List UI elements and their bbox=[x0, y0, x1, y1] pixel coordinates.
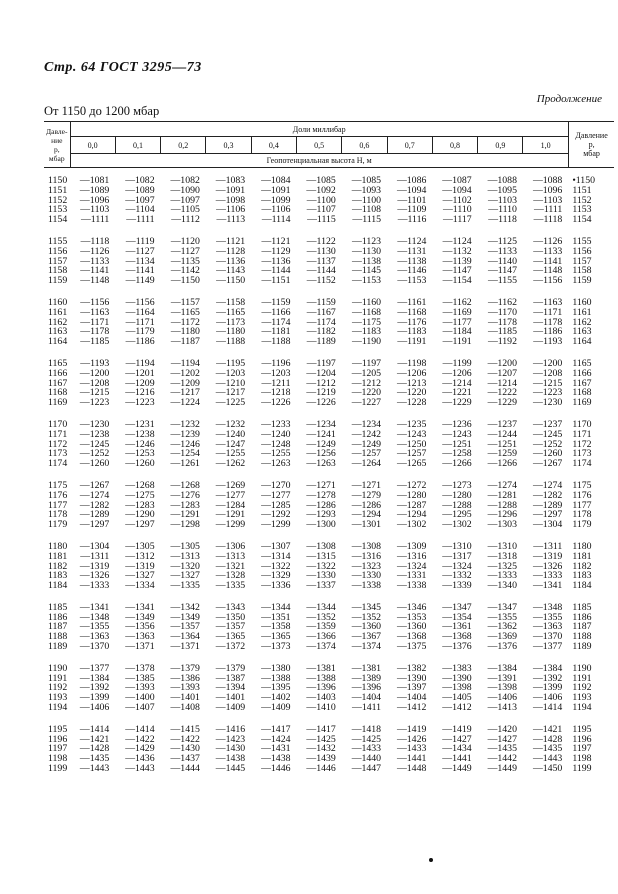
height-cell: —1304 —1311 —1319 —1326 —1333 bbox=[79, 540, 110, 592]
height-cell: —1235 —1243 —1250 —1257 —1265 bbox=[396, 418, 427, 470]
column-header: 1,0 bbox=[523, 137, 568, 154]
height-cell: —1088 —1095 —1103 —1110 —1118 bbox=[487, 175, 517, 226]
height-cell: —1268 —1276 —1283 —1291 —1298 bbox=[170, 479, 200, 531]
table-row-group bbox=[44, 347, 614, 408]
column-header: 0,3 bbox=[206, 137, 251, 154]
table-header bbox=[44, 122, 614, 168]
pressure-header-left: Давле- ние p, мбар bbox=[44, 122, 70, 168]
height-cell: —1121 —1128 —1136 —1143 —1150 bbox=[216, 235, 246, 287]
height-cell: —1342 —1349 —1357 —1364 —1371 bbox=[170, 601, 200, 653]
height-cell: —1269 —1277 —1284 —1291 —1299 bbox=[215, 479, 246, 531]
height-cell: —1273 —1280 —1288 —1295 —1302 bbox=[442, 479, 472, 531]
height-cell: —1415 —1422 —1430 —1437 —1444 bbox=[170, 723, 200, 775]
height-cell: —1379 —1386 —1393 —1401 —1408 bbox=[170, 662, 200, 714]
pressure-cell: 1165 1166 1167 1168 1169 bbox=[48, 357, 68, 409]
height-cell: —1194 —1201 —1209 —1216 —1223 bbox=[125, 357, 155, 409]
height-cell: —1088 —1096 —1103 —1111 —1118 bbox=[532, 175, 563, 226]
height-cell: —1421 —1428 —1435 —1443 —1450 bbox=[532, 723, 563, 775]
height-cell: —1414 —1422 —1429 —1436 —1443 bbox=[125, 723, 155, 775]
height-cell: —1198 —1206 —1213 —1220 —1228 bbox=[396, 357, 427, 409]
height-cell: —1381 —1389 —1396 —1404 —1411 bbox=[351, 662, 382, 714]
pressure-cell: 1180 1181 1182 1183 1184 bbox=[48, 540, 68, 592]
pressure-cell-right: 1175 1176 1177 1178 1179 bbox=[572, 479, 592, 531]
height-cell: —1344 —1352 —1359 —1366 —1374 bbox=[306, 601, 336, 653]
height-cell: —1125 —1133 —1140 —1147 —1155 bbox=[487, 235, 517, 287]
height-cell: —1197 —1205 —1212 —1220 —1227 bbox=[351, 357, 382, 409]
height-cell: —1347 —1355 —1362 —1369 —1376 bbox=[487, 601, 517, 653]
table-row-group bbox=[44, 225, 614, 286]
height-cell: —1193 —1200 —1208 —1215 —1223 bbox=[79, 357, 110, 409]
pressure-cell-right: 1190 1191 1192 1193 1194 bbox=[572, 662, 592, 714]
height-cell: —1087 —1094 —1102 —1110 —1117 bbox=[442, 175, 472, 226]
height-cell: —1267 —1274 —1282 —1289 —1297 bbox=[79, 479, 110, 531]
height-cell: —1231 —1238 —1246 —1253 —1260 bbox=[125, 418, 155, 470]
height-cell: —1418 —1425 —1433 —1440 —1447 bbox=[351, 723, 382, 775]
table-body bbox=[44, 168, 614, 774]
height-cell: —1085 —1092 —1100 —1107 —1115 bbox=[306, 175, 336, 226]
column-header: 0,7 bbox=[387, 137, 432, 154]
height-cell: —1197 —1204 —1212 —1219 —1226 bbox=[306, 357, 336, 409]
height-cell: —1237 —1244 —1251 —1259 —1266 bbox=[487, 418, 517, 470]
height-cell: —1233 —1240 —1248 —1255 —1263 bbox=[261, 418, 291, 470]
height-cell: —1118 —1126 —1133 —1141 —1148 bbox=[80, 235, 110, 287]
height-cell: —1271 —1279 —1286 —1294 —1301 bbox=[351, 479, 382, 531]
height-cell: —1195 —1203 —1210 —1217 —1225 bbox=[215, 357, 246, 409]
height-cell: —1085 —1093 —1100 —1108 —1115 bbox=[351, 175, 382, 226]
height-cell: —1234 —1242 —1249 —1257 —1264 bbox=[351, 418, 382, 470]
continuation-label: Продолжение bbox=[536, 93, 602, 105]
height-cell: —1124 —1131 —1138 —1146 —1153 bbox=[397, 235, 427, 287]
column-headers bbox=[44, 137, 614, 154]
height-cell: —1306 —1313 —1321 —1328 —1335 bbox=[215, 540, 246, 592]
pressure-cell-right: 1160 1161 1162 1163 1164 bbox=[572, 296, 592, 348]
geopotential-table bbox=[44, 121, 614, 774]
height-cell: —1084 —1091 —1099 —1106 —1114 bbox=[261, 175, 291, 226]
height-cell: —1311 —1319 —1326 —1333 —1341 bbox=[532, 540, 563, 592]
height-cell: —1161 —1168 —1176 —1183 —1191 bbox=[397, 296, 427, 348]
height-cell: —1345 —1352 —1360 —1367 —1374 bbox=[351, 601, 382, 653]
height-cell: —1199 —1206 —1214 —1221 —1229 bbox=[442, 357, 472, 409]
column-header: 0,6 bbox=[342, 137, 387, 154]
height-cell: —1381 —1388 —1396 —1403 —1410 bbox=[306, 662, 336, 714]
height-cell: —1234 —1241 —1249 —1256 —1263 bbox=[306, 418, 336, 470]
height-cell: —1310 —1317 —1324 —1332 —1339 bbox=[442, 540, 472, 592]
height-cell: —1308 —1315 —1322 —1330 —1337 bbox=[306, 540, 336, 592]
height-cell: —1307 —1314 —1322 —1329 —1336 bbox=[261, 540, 291, 592]
height-cell: —1124 —1132 —1139 —1147 —1154 bbox=[442, 235, 472, 287]
height-cell: —1081 —1089 —1096 —1103 —1111 bbox=[79, 175, 110, 226]
height-cell: —1419 —1426 —1433 —1441 —1448 bbox=[396, 723, 427, 775]
height-cell: —1417 —1425 —1432 —1439 —1446 bbox=[306, 723, 336, 775]
height-cell: —1159 —1166 —1174 —1181 —1188 bbox=[261, 296, 291, 348]
height-cell: —1341 —1348 —1355 —1363 —1370 bbox=[79, 601, 110, 653]
column-header: 0,1 bbox=[115, 137, 160, 154]
height-cell: —1309 —1316 —1324 —1331 —1338 bbox=[396, 540, 427, 592]
height-cell: —1082 —1090 —1097 —1105 —1112 bbox=[170, 175, 200, 226]
height-cell: —1121 —1129 —1136 —1144 —1151 bbox=[261, 235, 291, 287]
page-header: Стр. 64 ГОСТ 3295—73 bbox=[44, 60, 202, 75]
height-cell: —1082 —1089 —1097 —1104 —1111 bbox=[125, 175, 155, 226]
pressure-cell-right: 1185 1186 1187 1188 1189 bbox=[572, 601, 592, 653]
height-cell: —1346 —1353 —1360 —1368 —1375 bbox=[396, 601, 427, 653]
table-row-group bbox=[44, 530, 614, 591]
pressure-cell-right: 1195 1196 1197 1198 1199 bbox=[572, 723, 592, 775]
column-header: 0,5 bbox=[296, 137, 341, 154]
range-title: От 1150 до 1200 мбар bbox=[44, 104, 160, 118]
height-cell: —1119 —1127 —1134 —1141 —1149 bbox=[125, 235, 155, 287]
pressure-header-right: Давление p, мбар bbox=[568, 122, 614, 168]
table-row-group bbox=[44, 713, 614, 774]
height-cell: —1162 —1169 —1177 —1184 —1191 bbox=[442, 296, 472, 348]
page-mark bbox=[429, 858, 433, 862]
height-cell: —1159 —1167 —1174 —1182 —1189 bbox=[306, 296, 336, 348]
height-cell: —1384 —1391 —1398 —1406 —1413 bbox=[487, 662, 517, 714]
height-cell: —1120 —1127 —1135 —1142 —1150 bbox=[170, 235, 200, 287]
height-cell: —1416 —1423 —1430 —1438 —1445 bbox=[215, 723, 246, 775]
height-cell: —1232 —1240 —1247 —1255 —1262 bbox=[215, 418, 246, 470]
height-cell: —1384 —1392 —1399 —1406 —1414 bbox=[532, 662, 563, 714]
column-header: 0,2 bbox=[161, 137, 206, 154]
fractions-header: Доли миллибар bbox=[70, 122, 568, 137]
height-cell: —1414 —1421 —1428 —1435 —1443 bbox=[79, 723, 110, 775]
table-row-group bbox=[44, 469, 614, 530]
height-cell: —1156 —1164 —1171 —1179 —1186 bbox=[125, 296, 155, 348]
height-cell: —1162 —1170 —1178 —1185 —1192 bbox=[487, 296, 517, 348]
pressure-cell-right: •1150 1151 1152 1153 1154 bbox=[572, 175, 595, 226]
height-cell: —1158 —1165 —1173 —1180 —1188 bbox=[216, 296, 246, 348]
height-cell: —1123 —1130 —1138 —1145 —1153 bbox=[352, 235, 382, 287]
pressure-cell-right: 1170 1171 1172 1173 1174 bbox=[572, 418, 592, 470]
column-header: 0,8 bbox=[432, 137, 477, 154]
pressure-cell-right: 1180 1181 1182 1183 1184 bbox=[572, 540, 592, 592]
height-cell: —1305 —1313 —1320 —1327 —1335 bbox=[170, 540, 200, 592]
height-cell: —1160 —1168 —1175 —1183 —1190 bbox=[352, 296, 382, 348]
height-cell: —1382 —1390 —1397 —1404 —1412 bbox=[396, 662, 427, 714]
height-cell: —1236 —1243 —1251 —1258 —1266 bbox=[442, 418, 472, 470]
height-cell: —1268 —1275 —1283 —1290 —1297 bbox=[125, 479, 155, 531]
height-cell: —1196 —1203 —1211 —1218 —1226 bbox=[261, 357, 291, 409]
height-cell: —1341 —1349 —1356 —1363 —1371 bbox=[125, 601, 155, 653]
column-header: 0,9 bbox=[478, 137, 523, 154]
height-cell: —1163 —1171 —1178 —1186 —1193 bbox=[533, 296, 563, 348]
height-cell: —1126 —1133 —1141 —1148 —1156 bbox=[533, 235, 563, 287]
height-cell: —1274 —1282 —1289 —1297 —1304 bbox=[532, 479, 563, 531]
height-cell: —1274 —1281 —1288 —1296 —1303 bbox=[487, 479, 517, 531]
pressure-cell: 1160 1161 1162 1163 1164 bbox=[48, 296, 68, 348]
pressure-cell: 1175 1176 1177 1178 1179 bbox=[48, 479, 68, 531]
height-cell: —1156 —1163 —1171 —1178 —1185 bbox=[80, 296, 110, 348]
table-row-group bbox=[44, 591, 614, 652]
height-cell: —1419 —1427 —1434 —1441 —1449 bbox=[442, 723, 472, 775]
pressure-cell: 1150 1151 1152 1153 1154 bbox=[48, 175, 68, 226]
height-cell: —1344 —1351 —1358 —1365 —1373 bbox=[261, 601, 291, 653]
height-cell: —1200 —1208 —1215 —1223 —1230 bbox=[532, 357, 563, 409]
height-cell: —1232 —1239 —1246 —1254 —1261 bbox=[170, 418, 200, 470]
height-cell: —1230 —1238 —1245 —1252 —1260 bbox=[79, 418, 110, 470]
height-cell: —1383 —1390 —1398 —1405 —1412 bbox=[442, 662, 472, 714]
geopotential-header: Геопотенциальная высота H, м bbox=[70, 154, 568, 168]
height-cell: —1378 —1385 —1393 —1400 —1407 bbox=[125, 662, 155, 714]
height-cell: —1310 —1318 —1325 —1333 —1340 bbox=[487, 540, 517, 592]
column-header: 0,0 bbox=[70, 137, 115, 154]
height-cell: —1347 —1354 —1361 —1368 —1376 bbox=[442, 601, 472, 653]
height-cell: —1420 —1427 —1435 —1442 —1449 bbox=[487, 723, 517, 775]
height-cell: —1308 —1316 —1323 —1330 —1338 bbox=[351, 540, 382, 592]
table-row-group bbox=[44, 168, 614, 225]
pressure-cell: 1155 1156 1157 1158 1159 bbox=[48, 235, 68, 287]
height-cell: —1237 —1245 —1252 —1260 —1267 bbox=[532, 418, 563, 470]
height-cell: —1348 —1355 —1363 —1370 —1377 bbox=[532, 601, 563, 653]
table-row-group bbox=[44, 652, 614, 713]
height-cell: —1377 —1384 —1392 —1399 —1406 bbox=[79, 662, 110, 714]
pressure-cell: 1195 1196 1197 1198 1199 bbox=[48, 723, 68, 775]
pressure-cell: 1190 1191 1192 1193 1194 bbox=[48, 662, 68, 714]
column-header: 0,4 bbox=[251, 137, 296, 154]
height-cell: —1270 —1277 —1285 —1292 —1299 bbox=[261, 479, 291, 531]
height-cell: —1417 —1424 —1431 —1438 —1446 bbox=[261, 723, 291, 775]
pressure-cell-right: 1155 1156 1157 1158 1159 bbox=[572, 235, 592, 287]
pressure-cell: 1185 1186 1187 1188 1189 bbox=[48, 601, 68, 653]
height-cell: —1200 —1207 —1214 —1222 —1229 bbox=[487, 357, 517, 409]
height-cell: —1305 —1312 —1319 —1327 —1334 bbox=[125, 540, 155, 592]
table-row-group bbox=[44, 408, 614, 469]
height-cell: —1157 —1165 —1172 —1180 —1187 bbox=[170, 296, 200, 348]
height-cell: —1194 —1202 —1209 —1217 —1224 bbox=[170, 357, 200, 409]
height-cell: —1379 —1387 —1394 —1401 —1409 bbox=[215, 662, 246, 714]
height-cell: —1272 —1280 —1287 —1294 —1302 bbox=[396, 479, 427, 531]
height-cell: —1086 —1094 —1101 —1109 —1116 bbox=[396, 175, 427, 226]
height-cell: —1122 —1130 —1137 —1144 —1152 bbox=[306, 235, 336, 287]
table-row-group bbox=[44, 286, 614, 347]
height-cell: —1380 —1388 —1395 —1402 —1409 bbox=[261, 662, 291, 714]
height-cell: —1083 —1091 —1098 —1106 —1113 bbox=[215, 175, 246, 226]
height-cell: —1343 —1350 —1357 —1365 —1372 bbox=[215, 601, 246, 653]
pressure-cell-right: 1165 1166 1167 1168 1169 bbox=[572, 357, 592, 409]
height-cell: —1271 —1278 —1286 —1293 —1300 bbox=[306, 479, 336, 531]
pressure-cell: 1170 1171 1172 1173 1174 bbox=[48, 418, 68, 470]
